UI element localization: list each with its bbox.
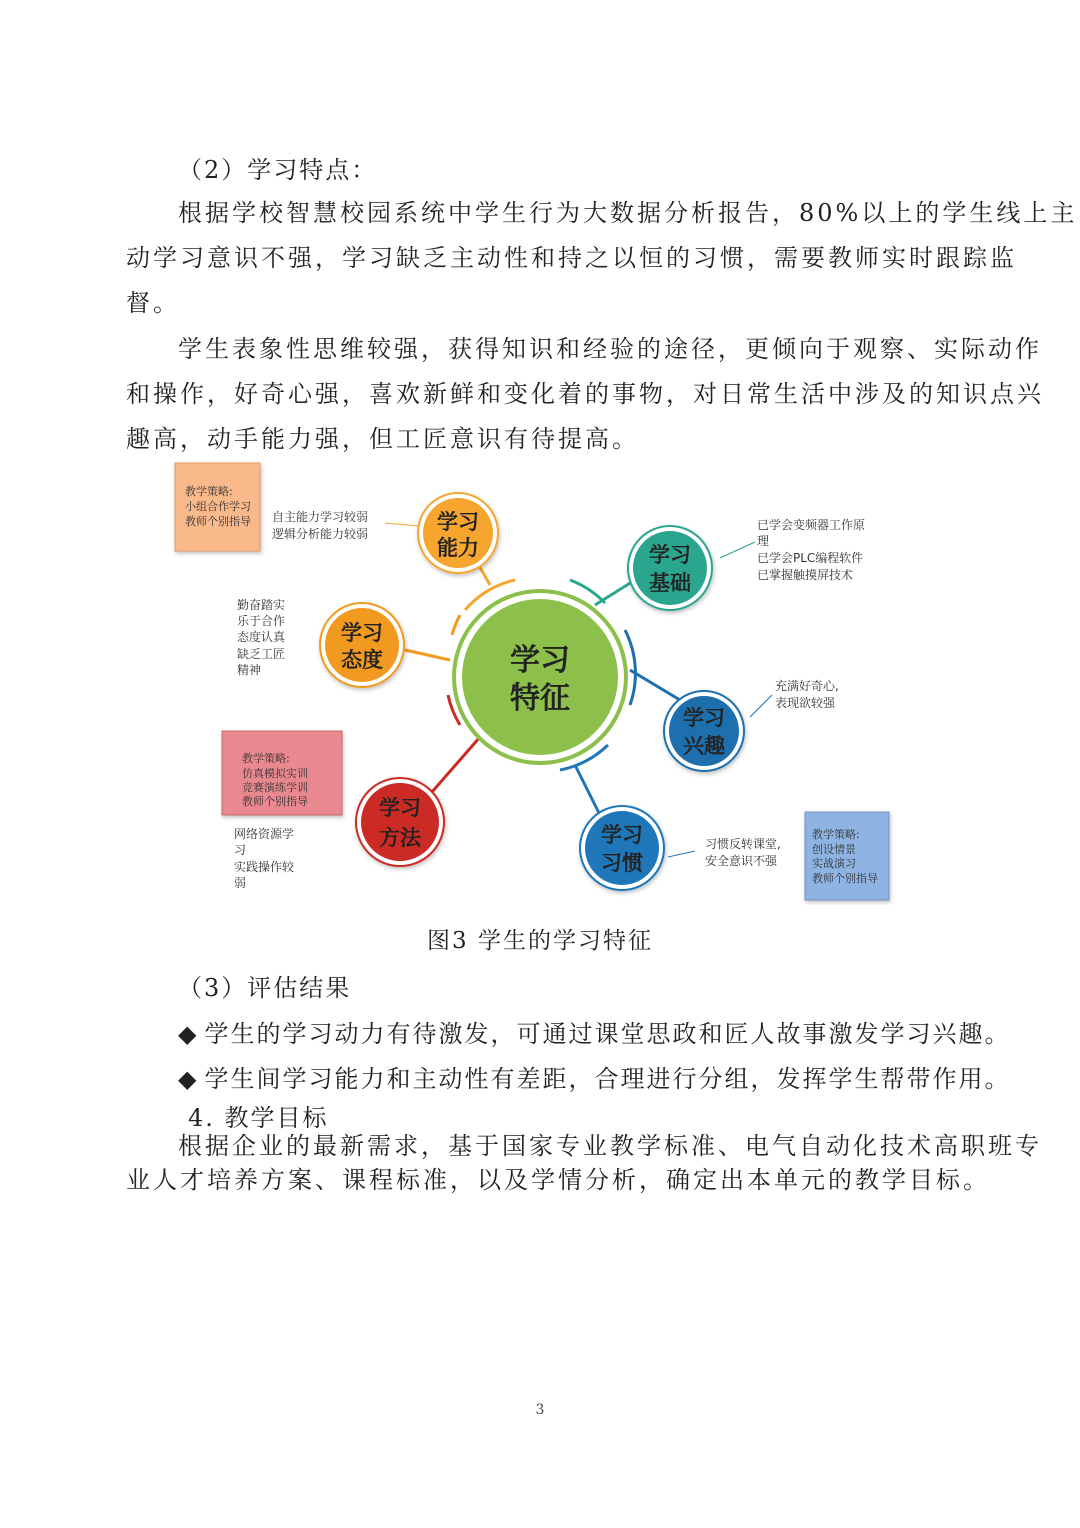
bullet-item [178,1014,1010,1049]
node-method-label: 方法 [379,826,421,850]
section-heading-goals: 4. 教学目标 [188,1104,329,1132]
connector-attitude [405,650,450,660]
note-method: 习 [234,843,247,857]
leader-interest [750,695,772,717]
bullet-text: 学生的学习动力有待激发，可通过课堂思政和匠人故事激发学习兴趣。 [204,1020,1011,1048]
node-attitude-label: 态度 [341,648,383,672]
arc-decoration [452,615,460,635]
figure-caption: 图3 学生的学习特征 [427,928,653,954]
note-habit: 习惯反转课堂, [705,837,781,851]
center-node-label: 特征 [510,681,570,716]
strategy-box-blue-text: 实战演习 [812,857,856,870]
node-interest-label: 学习 [683,706,725,730]
paragraph-line: 根据企业的最新需求，基于国家专业教学标准、电气自动化技术高职班专 [178,1132,1042,1160]
note-attitude: 乐于合作 [237,614,286,628]
note-interest: 充满好奇心, [775,679,839,693]
strategy-box-orange-text: 小组合作学习 [185,500,251,513]
paragraph-line: 督。 [126,289,180,317]
note-method: 弱 [234,876,247,890]
paragraph-line: 根据学校智慧校园系统中学生行为大数据分析报告，80%以上的学生线上主 [178,199,1078,227]
note-attitude: 精神 [237,663,262,677]
strategy-box-red-text: 仿真模拟实训 [242,767,308,780]
connector-interest [630,670,680,700]
learning-traits-diagram [160,455,920,905]
note-method: 实践操作较 [234,860,295,874]
bullet-diamond-icon: ◆ [178,1020,199,1048]
section-heading-learning-traits: （2）学习特点： [178,156,378,184]
note-basis: 已学会PLC编程软件 [757,551,864,565]
note-basis: 理 [757,534,770,548]
strategy-box-blue [805,812,889,900]
strategy-box-orange-text: 教师个别指导 [185,515,251,528]
strategy-box-red-text: 教师个别指导 [242,795,308,808]
leader-basis [720,542,755,558]
note-method: 网络资源学 [234,827,295,841]
node-basis-label: 学习 [649,543,691,567]
node-habit-label: 习惯 [601,851,643,875]
strategy-box-red-text: 教学策略: [242,752,290,765]
note-attitude: 勤奋踏实 [237,598,286,612]
node-method-label: 学习 [379,796,421,820]
leader-habit [668,851,695,857]
paragraph-line: 业人才培养方案、课程标准，以及学情分析，确定出本单元的教学目标。 [126,1166,990,1194]
strategy-box-blue-text: 创设情景 [812,843,856,856]
bullet-text: 学生间学习能力和主动性有差距，合理进行分组，发挥学生帮带作用。 [204,1065,1011,1093]
strategy-box-orange-text: 教学策略: [185,485,233,498]
note-habit: 安全意识不强 [705,854,778,868]
connector-method [425,737,480,800]
paragraph-line: 趣高，动手能力强，但工匠意识有待提高。 [126,425,639,453]
strategy-box-blue-text: 教学策略: [812,828,860,841]
note-basis: 已学会变频器工作原 [757,518,866,532]
note-basis: 已掌握触摸屏技术 [757,568,854,582]
note-interest: 表现欲较强 [775,696,836,710]
node-ability-label: 能力 [437,536,479,560]
paragraph-line: 和操作，好奇心强，喜欢新鲜和变化着的事物，对日常生活中涉及的知识点兴 [126,380,1044,408]
node-ability-label: 学习 [437,510,479,534]
note-attitude: 态度认真 [237,630,286,644]
section-heading-assessment: （3）评估结果 [178,974,352,1002]
node-habit-label: 学习 [601,823,643,847]
paragraph-line: 动学习意识不强，学习缺乏主动性和持之以恒的习惯，需要教师实时跟踪监 [126,244,1017,272]
node-attitude-label: 学习 [341,621,383,645]
node-interest-label: 兴趣 [683,734,725,758]
note-attitude: 缺乏工匠 [237,647,286,661]
note-ability: 逻辑分析能力较弱 [272,527,369,541]
bullet-item [178,1059,1010,1094]
strategy-box-blue-text: 教师个别指导 [812,872,878,885]
center-node-label: 学习 [510,643,570,678]
connector-basis [595,580,635,605]
note-ability: 自主能力学习较弱 [272,510,369,524]
paragraph-line: 学生表象性思维较强，获得知识和经验的途径，更倾向于观察、实际动作 [178,335,1042,363]
page-number: 3 [535,1402,545,1418]
node-basis-label: 基础 [649,571,691,595]
strategy-box-red-text: 竞赛演练学训 [242,781,308,794]
connector-habit [575,765,600,815]
bullet-diamond-icon: ◆ [178,1065,199,1093]
